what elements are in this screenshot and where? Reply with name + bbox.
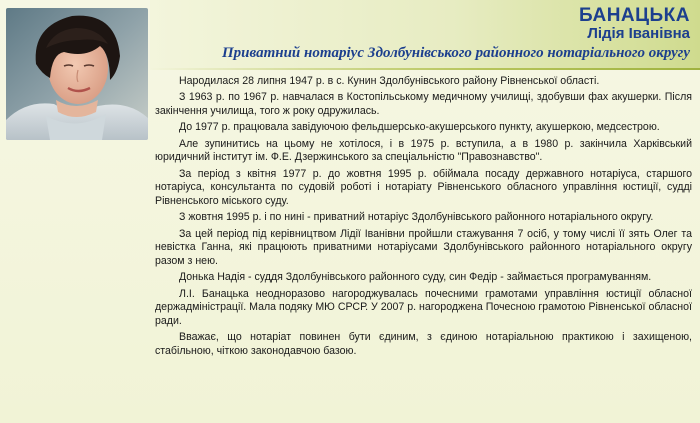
given-name-heading: Лідія Іванівна (587, 25, 690, 42)
portrait-photo (6, 8, 148, 140)
portrait-photo-icon (6, 8, 148, 140)
bio-paragraph: За період з квітня 1977 р. до жовтня 1995 р. обіймала посаду державного нотаріуса, старшого нотаріуса, консультанта по судовій роботі і нотаріату Рівненського обласного управління юстиції, судді Рівненського міського суду. (155, 167, 692, 207)
header-divider (150, 68, 700, 70)
bio-paragraph: За цей період під керівництвом Лідії Іванівни пройшли стажування 7 осіб, у тому числі її зять Олег та невістка Ганна, які працюють приватними нотаріусами Здолбунівського районного нотаріального округу разом з нею. (155, 227, 692, 267)
position-title: Приватний нотаріус Здолбунівського районного нотаріального округу (221, 45, 690, 61)
bio-paragraph: Донька Надія - суддя Здолбунівського районного суду, син Федір - займається програмуванням. (179, 271, 652, 284)
surname-heading: БАНАЦЬКА (579, 5, 690, 26)
bio-paragraph: З 1963 р. по 1967 р. навчалася в Костопільському медичному училищі, здобувши фах акушерки. Після закінчення училища, того ж року одружилась. (155, 91, 692, 117)
biography-text (155, 75, 692, 361)
bio-paragraph: Вважає, що нотаріат повинен бути єдиним, з єдиною нотаріальною практикою і захищеною, стабільною, чіткою законодавчою базою. (155, 331, 692, 357)
bio-paragraph: Л.І. Банацька неодноразово нагороджувалась почесними грамотами управління юстиції обласної держадміністрації. Мала подяку МЮ СРСР. У 2007 р. нагороджена Почесною грамотою Рівненської обласної ради. (155, 287, 692, 327)
bio-paragraph: Але зупинитись на цьому не хотілося, і в 1975 р. вступила, а в 1980 р. закінчила Харківський юридичний інститут ім. Ф.Е. Дзержинського за спеціальністю "Правознавство". (155, 137, 692, 164)
bio-paragraph: До 1977 р. працювала завідуючою фельдшерсько-акушерського пункту, акушеркою, медсестрою. (179, 121, 660, 134)
bio-paragraph: З жовтня 1995 р. і по нині - приватний нотаріус Здолбунівського районного нотаріального округу. (179, 211, 654, 224)
bio-paragraph: Народилася 28 липня 1947 р. в с. Кунин Здолбунівського району Рівненської області. (179, 75, 600, 87)
